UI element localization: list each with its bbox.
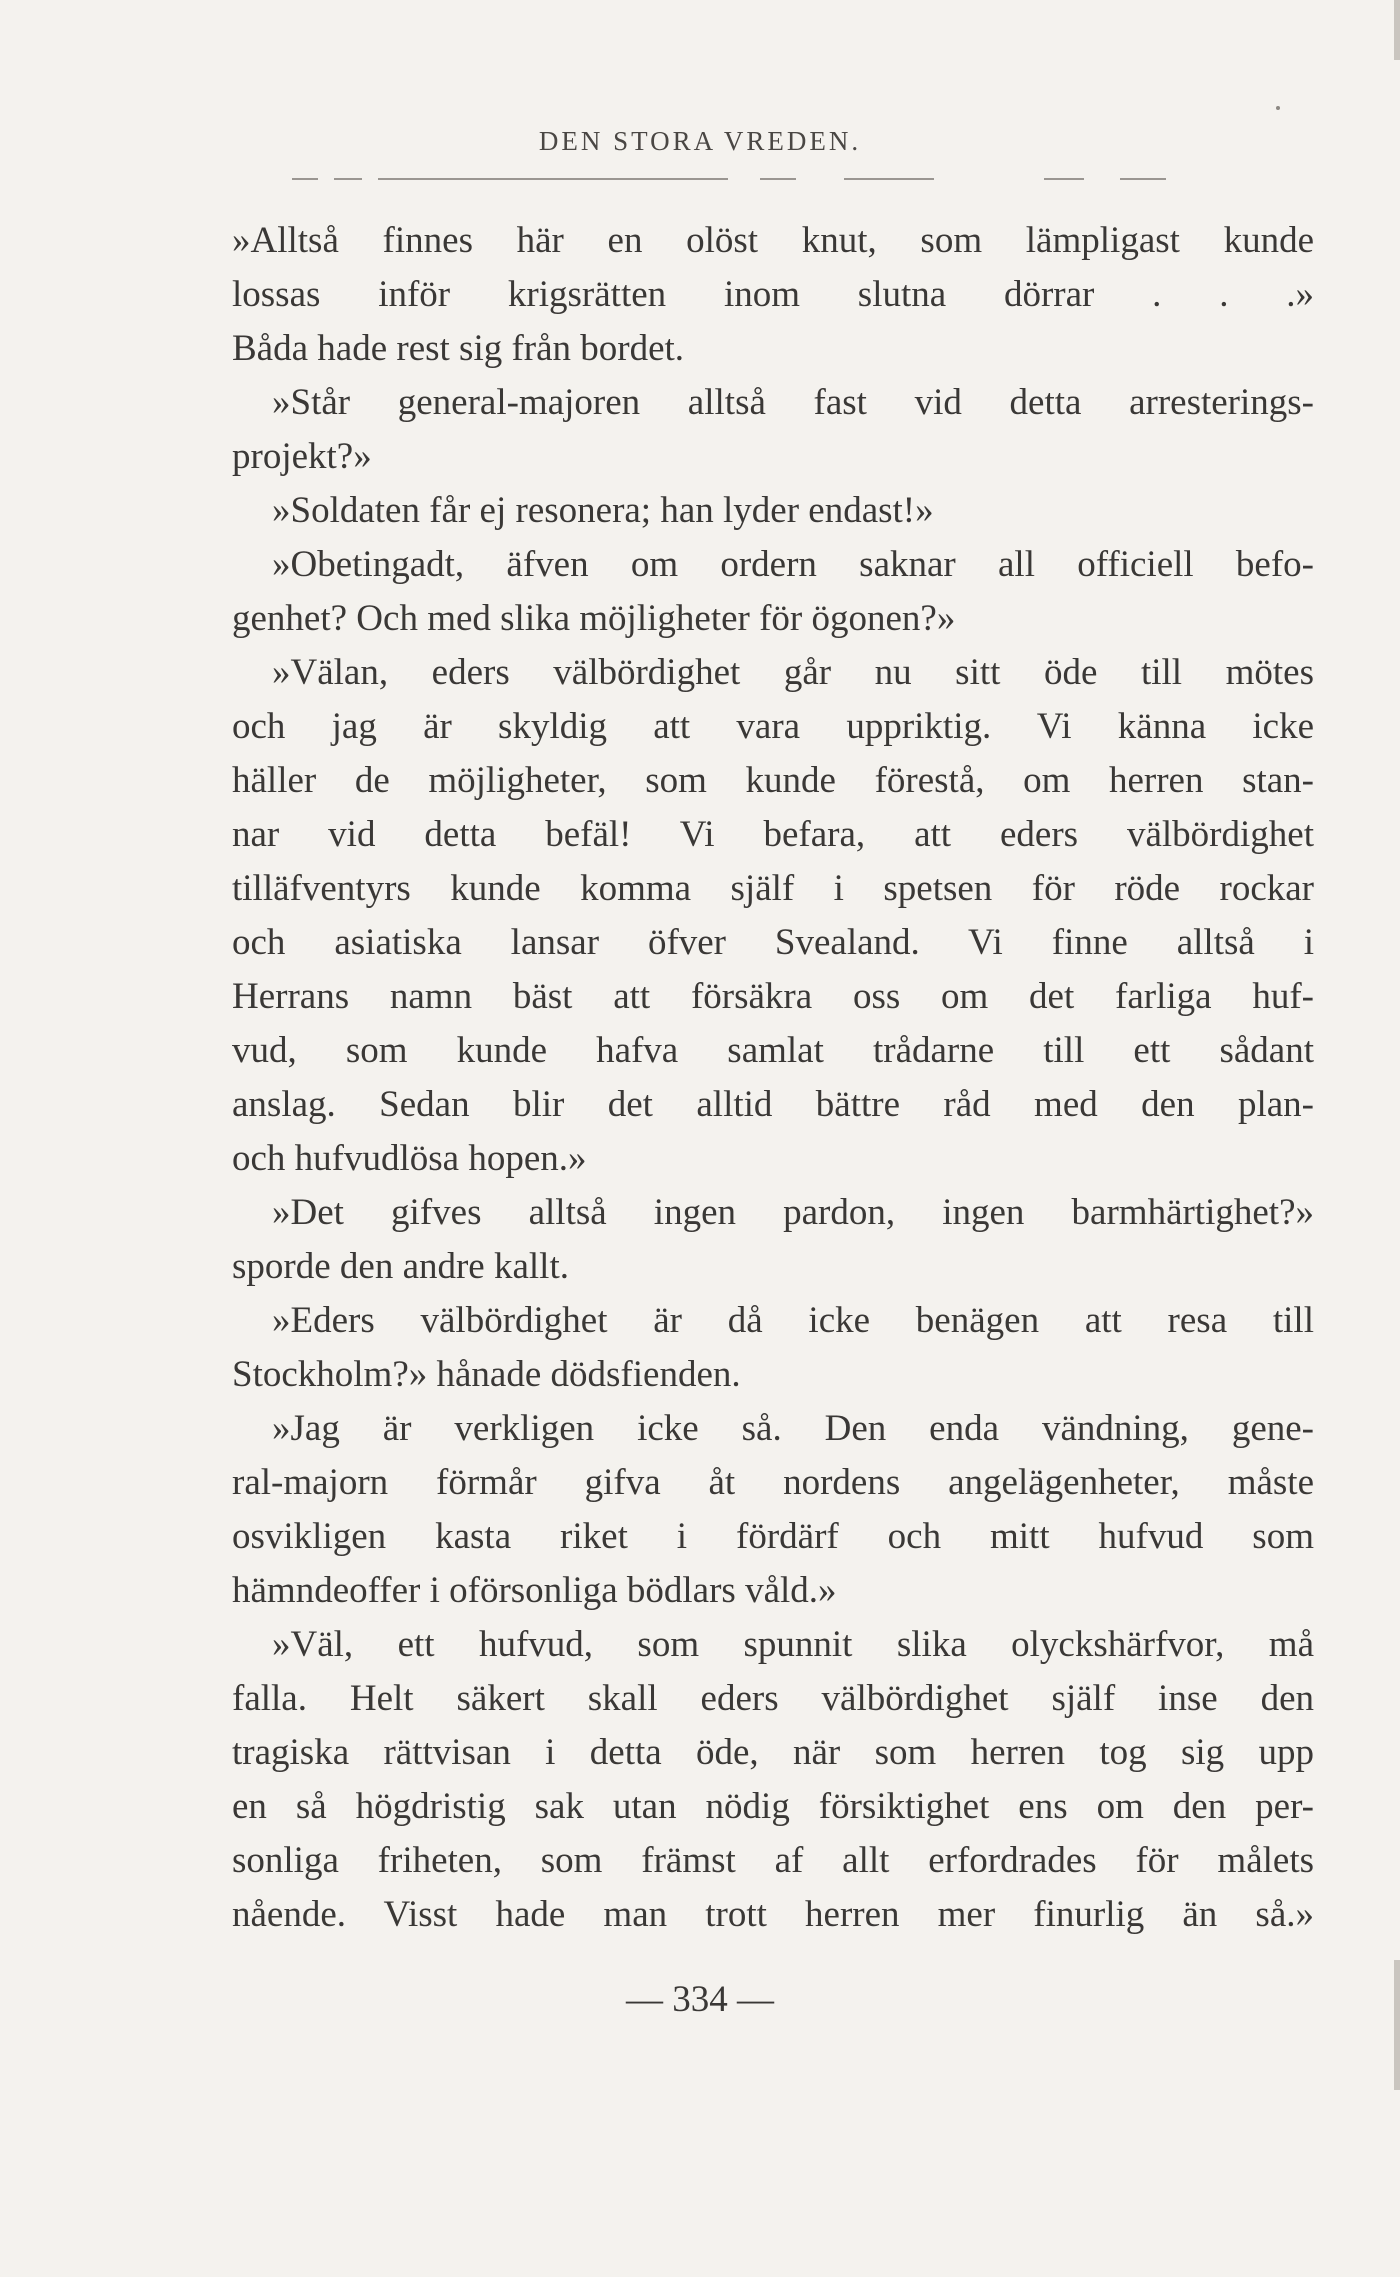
text-line: genhet? Och med slika möjligheter för ögonen?»: [232, 598, 956, 639]
text-line: tragiska rättvisan i detta öde, när som herren tog sig upp: [232, 1732, 1314, 1773]
text-line: Herrans namn bäst att försäkra oss om det farliga huf-: [232, 976, 1314, 1017]
text-line: en så högdristig sak utan nödig försiktighet ens om den per-: [232, 1786, 1314, 1827]
text-line: »Välan, eders välbördighet går nu sitt öde till mötes: [272, 652, 1314, 693]
header-rule-segment: [1044, 178, 1084, 180]
text-line: och asiatiska lansar öfver Svealand. Vi finne alltså i: [232, 922, 1314, 963]
header-rule-segment: [844, 178, 934, 180]
header-rule-segment: [1120, 178, 1166, 180]
text-line: och hufvudlösa hopen.»: [232, 1138, 587, 1179]
text-line: tilläfventyrs kunde komma själf i spetsen för röde rockar: [232, 868, 1314, 909]
text-line: nående. Visst hade man trott herren mer finurlig än så.»: [232, 1894, 1314, 1935]
text-line: projekt?»: [232, 436, 372, 477]
text-line: »Alltså finnes här en olöst knut, som lämpligast kunde: [232, 220, 1314, 261]
text-line: ral-majorn förmår gifva åt nordens angelägenheter, måste: [232, 1462, 1314, 1503]
text-line: sporde den andre kallt.: [232, 1246, 569, 1287]
header-rule-segment: [760, 178, 796, 180]
text-line: anslag. Sedan blir det alltid bättre råd med den plan-: [232, 1084, 1314, 1125]
text-line: nar vid detta befäl! Vi befara, att eders välbördighet: [232, 814, 1314, 855]
page-number: — 334 —: [626, 1979, 774, 2020]
text-line: sonliga friheten, som främst af allt erfordrades för målets: [232, 1840, 1314, 1881]
header-rule-segment: [378, 178, 728, 180]
text-line: »Står general-majoren alltså fast vid detta arresterings-: [272, 382, 1314, 423]
text-line: »Det gifves alltså ingen pardon, ingen barmhärtighet?»: [272, 1192, 1314, 1233]
text-line: vud, som kunde hafva samlat trådarne till ett sådant: [232, 1030, 1314, 1071]
paper-speck: [1276, 106, 1280, 110]
text-line: osvikligen kasta riket i fördärf och mitt hufvud som: [232, 1516, 1314, 1557]
page-edge-shadow: [1394, 0, 1400, 60]
text-line: Stockholm?» hånade dödsfienden.: [232, 1354, 741, 1395]
header-rule-segment: [334, 178, 362, 180]
text-line: lossas inför krigsrätten inom slutna dörrar . . .»: [232, 274, 1314, 315]
page-edge-shadow: [1394, 1960, 1400, 2090]
text-line: falla. Helt säkert skall eders välbördighet själf inse den: [232, 1678, 1314, 1719]
text-line: hämndeoffer i oförsonliga bödlars våld.»: [232, 1570, 837, 1611]
text-line: Båda hade rest sig från bordet.: [232, 328, 685, 369]
text-line: »Jag är verkligen icke så. Den enda vändning, gene-: [272, 1408, 1314, 1449]
running-head-title: DEN STORA VREDEN.: [538, 126, 862, 156]
text-line: »Eders välbördighet är då icke benägen att resa till: [272, 1300, 1314, 1341]
text-line: häller de möjligheter, som kunde förestå, om herren stan-: [232, 760, 1314, 801]
text-line: »Soldaten får ej resonera; han lyder endast!»: [272, 490, 934, 531]
text-line: »Obetingadt, äfven om ordern saknar all officiell befo-: [272, 544, 1314, 585]
header-rule-segment: [292, 178, 318, 180]
text-line: »Väl, ett hufvud, som spunnit slika olyckshärfvor, må: [272, 1624, 1314, 1665]
text-line: och jag är skyldig att vara uppriktig. Vi känna icke: [232, 706, 1314, 747]
